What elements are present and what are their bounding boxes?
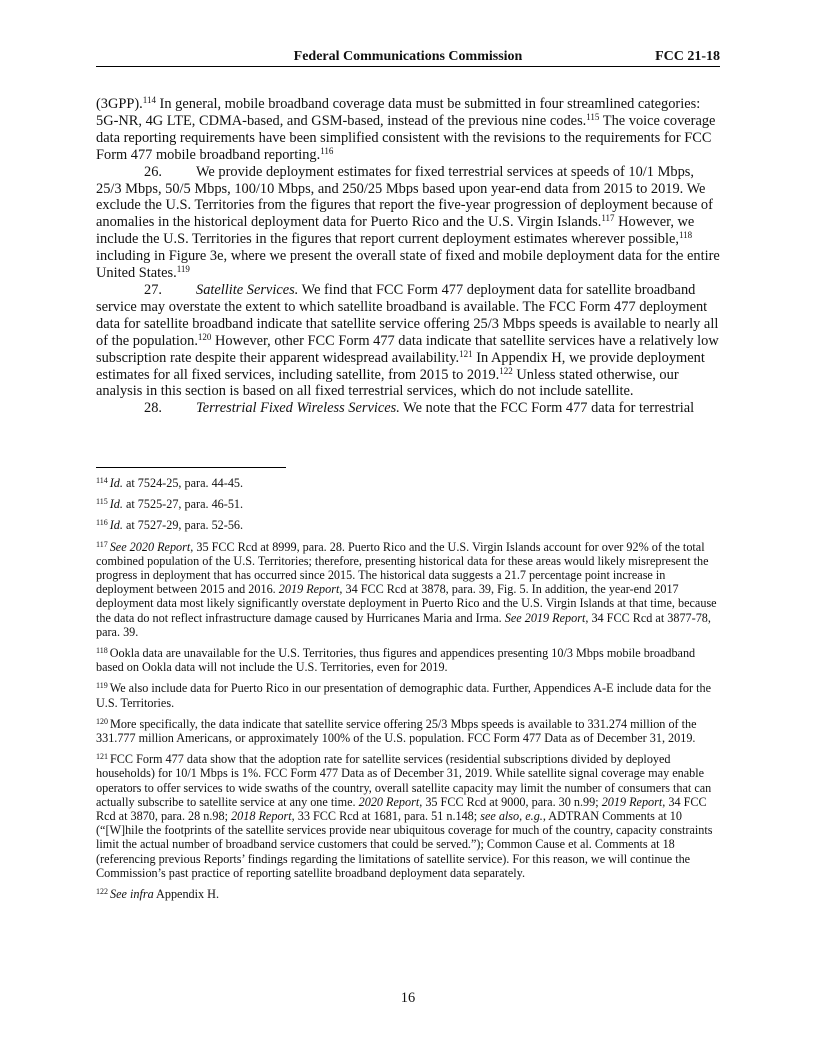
footnote-121: $^{121}$ FCC Form 477 data show that the adoption rate for satellite services (residential subscriptions divided by deployed households) for 10/1 Mbps is 1%. FCC Form 477 Data as of December 31, 2019. While satellite signal coverage may enable operators to offer services to wide swaths of the country, overall satellite capacity may limit the number of consumers that can actually subscribe to satellite service at any one time. 2020 Report, 35 FCC Rcd at 9000, para. 30 n.99; 2019 Report, 34 FCC Rcd at 3870, para. 28 n.98; 2018 Report, 33 FCC Rcd at 1681, para. 51 n.148; see also, e.g., ADTRAN Comments at 10 (“[W]hile the footprints of the satellite services provide near ubiquitous coverage for much of the country, capacity constraints limit the actual number of broadband service customers that could be served.”); Common Cause et al. Comments at 18 (referencing previous Reports’ findings regarding the limitations of satellite service). For this reason, we will continue the Commission’s past practice of reporting satellite broadband deployment data separately. [96, 752, 713, 880]
footnotes [96, 476, 720, 908]
paragraph-number: 27. [144, 281, 162, 298]
footnote-116: $^{116}$ Id. at 7527-29, para. 52-56. [96, 518, 244, 533]
footnote-ref-121[interactable]: 121 [459, 348, 473, 359]
footnote-ref-115[interactable]: 115 [586, 111, 600, 122]
footnote-118: $^{118}$ Ookla data are unavailable for the U.S. Territories, thus figures and appendices presenting 10/3 Mbps mobile broadband based on Ookla data will not include the U.S. Territories, even for 2019. [96, 646, 696, 675]
page-header [96, 49, 720, 67]
footnote-ref-122[interactable]: 122 [499, 365, 513, 376]
paragraph-heading: Terrestrial Fixed Wireless Services. [196, 400, 400, 417]
paragraph-28: 28. Terrestrial Fixed Wireless Services. We note that the FCC Form 477 data for terrestrial [144, 400, 695, 417]
header-docnum: FCC 21-18 [655, 49, 720, 64]
footnote-ref-114[interactable]: 114 [142, 95, 156, 105]
footnote-115: $^{115}$ Id. at 7525-27, para. 46-51. [96, 497, 244, 512]
paragraph-number: 28. [144, 400, 162, 417]
page-number: 16 [400, 990, 416, 1006]
paragraph-heading: Satellite Services. [196, 281, 299, 298]
footnote-ref-118[interactable]: 118 [678, 230, 693, 241]
footnote-122: $^{122}$ See infra Appendix H. [96, 887, 220, 902]
footnote-114: $^{114}$ Id. at 7524-25, para. 44-45. [96, 476, 244, 490]
footnote-separator [96, 467, 286, 468]
body-text [96, 96, 720, 417]
footnote-ref-120[interactable]: 120 [197, 331, 212, 342]
footnote-ref-117[interactable]: 117 [601, 213, 615, 224]
footnote-120: $^{120}$ More specifically, the data indicate that satellite service offering 25/3 Mbps speeds is available to 331.274 million of the 331.777 million Americans, or approximately 100% of the U.S. population. FCC Form 477 Data as of December 31, 2019. [96, 716, 697, 746]
footnote-119: $^{119}$ We also include data for Puerto Rico in our presentation of demographic data. Further, Appendices A-E include data for the U.S. Territories. [96, 681, 711, 710]
paragraph-number: 26. [144, 163, 162, 180]
footnote-ref-119[interactable]: 119 [176, 264, 190, 275]
continuation-paragraph: (3GPP).$^{114}$ In general, mobile broadband coverage data must be submitted in four streamlined categories: 5G-NR, 4G LTE, CDMA-based, and GSM-based, instead of the previous nine codes.$^{115}$ The voice coverage data reporting requirements have been simplified consistent with the revisions to the requirements for FCC Form 477 mobile broadband reporting.$^{116}$ [96, 95, 716, 163]
paragraph-27: 27. Satellite Services. We find that FCC Form 477 deployment data for satellite broadband service may overstate the extent to which satellite broadband is available. The FCC Form 477 deployment data for satellite broadband indicate that satellite service offering 25/3 Mbps speeds is available to nearly all of the population.$^{120}$ However, other FCC Form 477 data indicate that satellite services have a relatively low subscription rate despite their apparent widespread availability.$^{121}$ In Appendix H, we provide deployment estimates for all fixed services, including satellite, from 2015 to 2019.$^{122}$ Unless stated otherwise, our analysis in this section is based on all fixed terrestrial services, which do not include satellite. [96, 281, 719, 400]
footnote-ref-116[interactable]: 116 [320, 145, 334, 156]
paragraph-26: 26. We provide deployment estimates for fixed terrestrial services at speeds of 10/1 Mbps, 25/3 Mbps, 50/5 Mbps, 100/10 Mbps, and 250/25 Mbps based upon year-end data from 2015 to 2019. We exclude the U.S. Territories from the figures that report the five-year progression of deployment because of anomalies in the historical deployment data for Puerto Rico and the U.S. Virgin Islands.$^{117}$ However, we include the U.S. Territories in the figures that report current deployment estimates wherever possible,$^{118}$ including in Figure 3e, where we present the overall state of fixed and mobile deployment data for the entire United States.$^{119}$ [96, 163, 720, 282]
footnote-117: $^{117}$ See 2020 Report, 35 FCC Rcd at 8999, para. 28. Puerto Rico and the U.S. Virgin Islands account for over 92% of the total combined population of the U.S. Territories; therefore, presenting historical data for these areas would likely misrepresent the progress in deployment that has occurred since 2015. The historical data suggests a 21.7 percentage point increase in deployment between 2015 and 2016. 2019 Report, 34 FCC Rcd at 3878, para. 39, Fig. 5. In addition, the year-end 2017 deployment data most likely significantly overstate deployment in Puerto Rico and the U.S. Virgin Islands at that time, because the data do not reflect infrastructure damage caused by Hurricanes Maria and Irma. See 2019 Report, 34 FCC Rcd at 3877-78, para. 39. [96, 539, 717, 639]
header-title: Federal Communications Commission [293, 49, 523, 64]
